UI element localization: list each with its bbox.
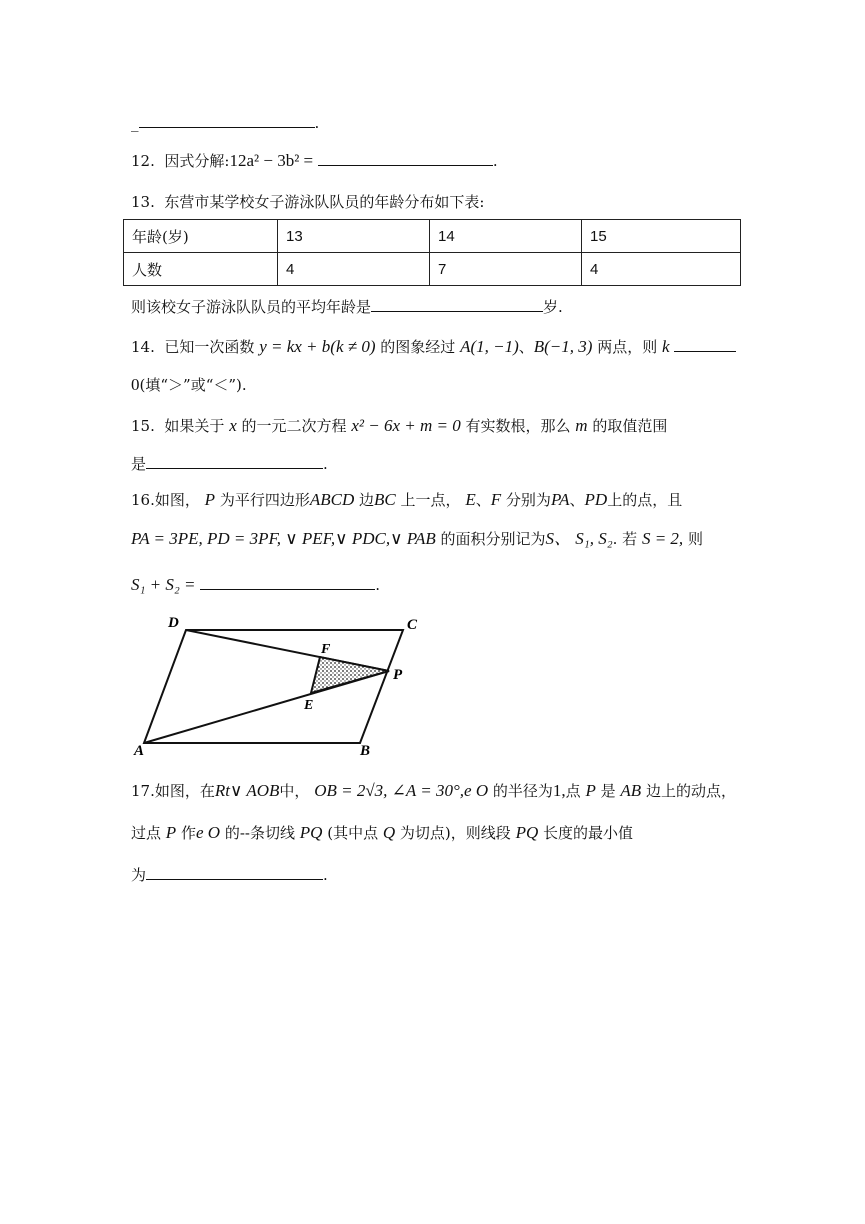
q17-text: 长度的最小值 (543, 824, 634, 842)
question-17 (131, 781, 736, 801)
table-cell: 4 (278, 253, 430, 286)
label-d: D (168, 615, 179, 631)
table-row (124, 220, 741, 253)
question-14 (131, 337, 736, 357)
q17-p: P (165, 823, 177, 842)
q16-e: E (465, 490, 476, 509)
q17-text: 是 (600, 782, 616, 800)
q14-number: 14. (131, 338, 155, 356)
label-f: F (321, 642, 331, 657)
table-cell: 人数 (124, 253, 278, 286)
q17-text: 点 (565, 782, 581, 800)
q12-number: 12. (131, 152, 155, 170)
q17-p: P (585, 781, 596, 800)
q17-text: 作 (180, 824, 196, 842)
q15-line2 (131, 454, 328, 474)
q13-text: 东营市某学校女子游泳队队员的年龄分布如下表: (164, 193, 485, 211)
q12-end: . (492, 152, 498, 170)
q14-text-a: 已知一次函数 (164, 338, 255, 356)
q16-line2 (131, 529, 703, 549)
question-12 (131, 151, 498, 171)
q12-expression: 12a² − 3b² = (229, 151, 314, 170)
q14-zero: 0 (131, 375, 140, 394)
q15-end: . (323, 455, 328, 473)
label-e: E (304, 698, 314, 713)
q17-pq: PQ (515, 823, 539, 842)
q15-blank[interactable] (146, 454, 323, 469)
parallelogram-figure (130, 610, 430, 760)
q17-number: 17. (131, 782, 155, 800)
q17-text: 的--条切线 (224, 824, 295, 842)
q14-function: y = kx + b(k ≠ 0) (259, 337, 376, 356)
q17-radius: 1, (552, 781, 566, 800)
q16-pa: PA (550, 490, 570, 509)
q16-text: 上一点， (400, 491, 461, 509)
question-15 (131, 416, 667, 436)
q14-text-b: 的图象经过 (380, 338, 456, 356)
q16-areas: S、 S₁, S₂ (545, 529, 613, 548)
q17-triangle: Rt∨ AOB (214, 781, 280, 800)
q16-bc: BC (374, 490, 396, 509)
q16-blank[interactable] (200, 575, 375, 590)
q17-circle: e O (464, 781, 489, 800)
q17-text: 边上的动点， (645, 782, 736, 800)
q14-instruction: (填“＞”或“＜”). (139, 376, 247, 394)
q15-line2-text: 是 (131, 455, 147, 473)
q16-number: 16. (131, 491, 155, 509)
q16-text: . 若 (612, 530, 638, 548)
age-distribution-table (123, 219, 741, 286)
q14-text-c: 两点，则 (597, 338, 658, 356)
table-cell: 4 (582, 253, 741, 286)
q14-blank[interactable] (674, 337, 736, 352)
q11-lead: _ (131, 114, 139, 132)
q17-ab: AB (620, 781, 642, 800)
q11-answer-line (131, 113, 319, 133)
q16-text: 的面积分别记为 (440, 530, 546, 548)
table-cell: 年龄(岁) (124, 220, 278, 253)
q13-unit: 岁. (543, 298, 563, 316)
q12-blank[interactable] (318, 151, 493, 166)
q16-abcd: ABCD (309, 490, 355, 509)
q16-sep: 、 (475, 491, 491, 509)
q15-text-c: 有实数根，那么 (465, 417, 571, 435)
q16-text: 上的点，且 (607, 491, 683, 509)
q16-end: . (375, 576, 381, 594)
q17-blank[interactable] (146, 865, 323, 880)
q12-text: 因式分解: (164, 152, 230, 170)
table-row (124, 253, 741, 286)
label-a: A (134, 743, 145, 759)
q16-p: P (204, 490, 216, 509)
q17-circle: e O (195, 823, 221, 842)
table-cell: 14 (430, 220, 582, 253)
label-p: P (393, 667, 403, 683)
q16-f: F (490, 490, 502, 509)
label-b: B (360, 743, 371, 759)
q17-q: Q (382, 823, 396, 842)
q14-line2 (131, 375, 247, 395)
label-c: C (407, 617, 418, 633)
q17-text: (其中点 (327, 824, 379, 842)
table-cell: 7 (430, 253, 582, 286)
q15-number: 15. (131, 417, 155, 435)
q16-s-value: S = 2, (641, 529, 684, 548)
q16-text: 为平行四边形 (219, 491, 310, 509)
table-cell: 15 (582, 220, 741, 253)
q17-line3 (131, 865, 328, 885)
q13-number: 13. (131, 193, 155, 211)
q14-point-b: B(−1, 3) (533, 337, 593, 356)
q17-pq: PQ (299, 823, 323, 842)
q17-condition: OB = 2√3, ∠A = 30°, (314, 781, 465, 800)
q14-point-a: A(1, −1) (460, 337, 519, 356)
q14-sep: 、 (518, 338, 534, 356)
q16-text: 分别为 (505, 491, 551, 509)
question-13 (131, 192, 484, 212)
q17-text: 为切点)，则线段 (399, 824, 511, 842)
question-16 (131, 490, 682, 510)
triangle-pef (311, 657, 389, 693)
q17-line3-text: 为 (131, 866, 147, 884)
q11-end: . (314, 114, 320, 132)
q16-condition: PA = 3PE, PD = 3PF, ∨ PEF,∨ PDC,∨ PAB (131, 529, 436, 548)
q14-k: k (662, 337, 670, 356)
q17-text: 中， (279, 782, 310, 800)
q15-m: m (575, 416, 588, 435)
q16-sep: 、 (569, 491, 585, 509)
q15-equation: x² − 6x + m = 0 (351, 416, 461, 435)
q15-text-b: 的一元二次方程 (241, 417, 347, 435)
q11-blank[interactable] (139, 113, 315, 128)
q16-sum: S₁ + S₂ = (131, 575, 196, 594)
q17-text: 过点 (131, 824, 162, 842)
q17-text: 如图，在 (154, 782, 215, 800)
q16-text: 则 (687, 530, 703, 548)
q15-x: x (229, 416, 237, 435)
q17-text: 的半径为 (492, 782, 553, 800)
q13-blank[interactable] (371, 297, 543, 312)
table-cell: 13 (278, 220, 430, 253)
q13-after-text: 则该校女子游泳队队员的平均年龄是 (131, 298, 372, 316)
q17-line2 (131, 823, 633, 843)
q16-line3 (131, 575, 380, 595)
q17-end: . (323, 866, 328, 884)
q15-text-a: 如果关于 (164, 417, 225, 435)
q15-text-d: 的取值范围 (592, 417, 668, 435)
q16-pd: PD (584, 490, 608, 509)
q13-answer-line (131, 297, 563, 317)
q16-text: 如图， (154, 491, 200, 509)
q16-text: 边 (359, 491, 375, 509)
